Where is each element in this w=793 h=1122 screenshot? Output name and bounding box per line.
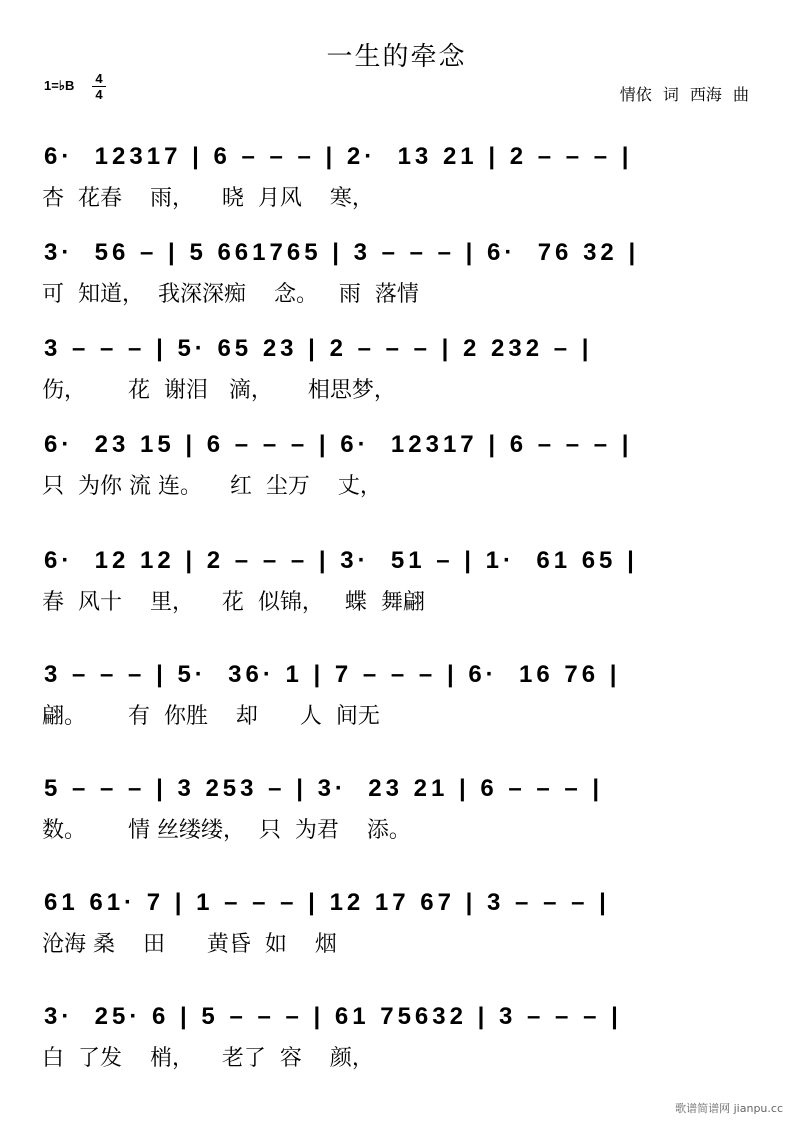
- music-system-2: [0, 238, 793, 338]
- lyrics-line: 只 为你 流 连。 红 尘万 丈，: [42, 474, 382, 499]
- lyrics-line: 春 风十 里， 花 似锦， 蝶 舞翩: [42, 590, 425, 615]
- lyrics-line: 伤， 花 谢泪 滴， 相思梦，: [42, 378, 396, 403]
- time-signature-denominator: 4: [95, 87, 103, 102]
- lyrics-line: 白 了发 梢， 老了 容 颜，: [42, 1046, 374, 1071]
- credits: 情依 词 西海 曲: [619, 85, 749, 104]
- notation-line: 3 – – – | 5· 65 23 | 2 – – – | 2 232 – |: [44, 335, 593, 362]
- notation-line: 3· 25· 6 | 5 – – – | 61 75632 | 3 – – – |: [44, 1003, 622, 1030]
- lyrics-line: 可 知道， 我深深痴 念。 雨 落情: [42, 282, 419, 307]
- notation-line: 6· 12 12 | 2 – – – | 3· 51 – | 1· 61 65 |: [44, 547, 638, 574]
- music-system-5: [0, 546, 793, 646]
- notation-line: 3· 56 – | 5 661765 | 3 – – – | 6· 76 32 |: [44, 239, 640, 266]
- notation-line: 61 61· 7 | 1 – – – | 12 17 67 | 3 – – – |: [44, 889, 610, 916]
- lyrics-line: 杏 花春 雨， 晓 月风 寒，: [42, 186, 374, 211]
- music-system-7: [0, 774, 793, 874]
- lyrics-line: 沧海 桑 田 黄昏 如 烟: [42, 932, 337, 957]
- music-system-1: [0, 142, 793, 242]
- lyrics-line: 翩。 有 你胜 却 人 间无: [42, 704, 380, 729]
- music-system-6: [0, 660, 793, 760]
- music-system-4: [0, 430, 793, 530]
- time-signature: [92, 72, 106, 101]
- music-system-9: [0, 1002, 793, 1102]
- time-signature-numerator: 4: [95, 71, 103, 86]
- notation-line: 3 – – – | 5· 36· 1 | 7 – – – | 6· 16 76 |: [44, 661, 621, 688]
- notation-line: 5 – – – | 3 253 – | 3· 23 21 | 6 – – – |: [44, 775, 604, 802]
- site-watermark: 歌谱简谱网 jianpu.cc: [675, 1102, 783, 1115]
- lyrics-line: 数。 情 丝缕缕， 只 为君 添。: [42, 818, 411, 843]
- notation-line: 6· 23 15 | 6 – – – | 6· 12317 | 6 – – – |: [44, 431, 633, 458]
- song-title: 一生的牵念: [326, 42, 467, 72]
- music-system-3: [0, 334, 793, 434]
- key-signature: 1=♭B: [44, 78, 75, 93]
- music-system-8: [0, 888, 793, 988]
- notation-line: 6· 12317 | 6 – – – | 2· 13 21 | 2 – – – |: [44, 143, 633, 170]
